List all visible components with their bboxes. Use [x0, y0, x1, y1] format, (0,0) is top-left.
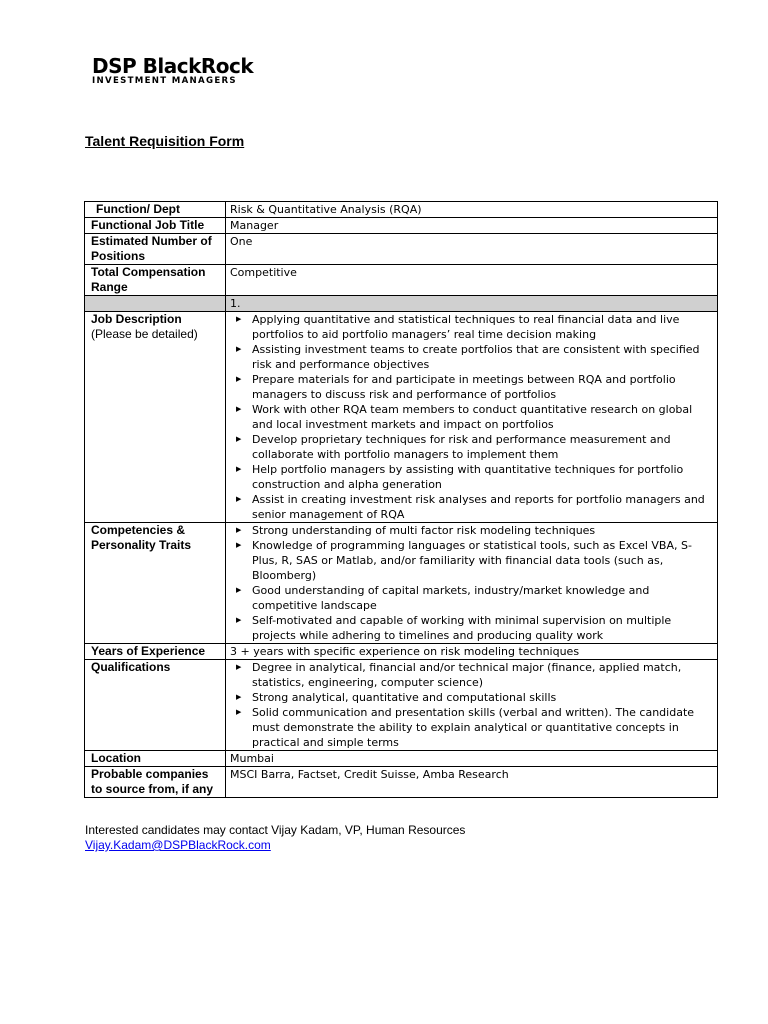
list-item: ▶ Help portfolio managers by assisting with quantitative techniques for portfolio construction and alpha generation — [230, 462, 713, 492]
job-description-note: (Please be detailed) — [91, 327, 198, 341]
logo-tagline: INVESTMENT MANAGERS — [92, 76, 237, 86]
row-positions — [85, 234, 718, 265]
compensation-value: Competitive — [226, 265, 718, 296]
shaded-value: 1. — [226, 296, 718, 312]
list-item: ▶ Prepare materials for and participate in meetings between RQA and portfolio managers to discuss risk and performance of portfolios — [230, 372, 713, 402]
list-item: ▶ Self-motivated and capable of working with minimal supervision on multiple projects while adhering to timelines and producing quality work — [230, 613, 713, 643]
row-competencies — [85, 523, 718, 644]
list-item: ▶ Applying quantitative and statistical techniques to real financial data and live portfolios to aid portfolio managers’ real time decision making — [230, 312, 713, 342]
compensation-label: Total Compensation Range — [85, 265, 226, 296]
qualifications-value — [226, 660, 718, 751]
job-description-label-cell — [85, 312, 226, 523]
contact-email-link[interactable]: Vijay.Kadam@DSPBlackRock.com — [85, 838, 271, 852]
competencies-label: Competencies & Personality Traits — [85, 523, 226, 644]
requisition-table — [84, 201, 718, 798]
row-location — [85, 751, 718, 767]
job-title-value: Manager — [226, 218, 718, 234]
list-item: ▶ Knowledge of programming languages or statistical tools, such as Excel VBA, S-Plus, R, SAS or Matlab, and/or familiarity with financial data tools (such as, Bloomberg) — [230, 538, 713, 583]
location-value: Mumbai — [226, 751, 718, 767]
logo-wordmark: DSP BlackRock — [92, 54, 254, 78]
row-compensation — [85, 265, 718, 296]
function-label: Function/ Dept — [85, 202, 226, 218]
companies-value: MSCI Barra, Factset, Credit Suisse, Amba Research — [226, 767, 718, 798]
list-item: ▶ Degree in analytical, financial and/or technical major (finance, applied match, statistics, engineering, computer science) — [230, 660, 713, 690]
list-item: ▶ Assisting investment teams to create portfolios that are consistent with specified risk and performance objectives — [230, 342, 713, 372]
experience-value: 3 + years with specific experience on risk modeling techniques — [226, 644, 718, 660]
row-job-title — [85, 218, 718, 234]
positions-label: Estimated Number of Positions — [85, 234, 226, 265]
job-title-label: Functional Job Title — [85, 218, 226, 234]
list-item: ▶ Solid communication and presentation skills (verbal and written). The candidate must demonstrate the ability to explain analytical or quantitative concepts in practical and simple terms — [230, 705, 713, 750]
company-logo — [92, 56, 253, 86]
row-function — [85, 202, 718, 218]
positions-value: One — [226, 234, 718, 265]
list-item: ▶ Good understanding of capital markets, industry/market knowledge and competitive landscape — [230, 583, 713, 613]
location-label: Location — [85, 751, 226, 767]
job-description-value — [226, 312, 718, 523]
experience-label: Years of Experience — [85, 644, 226, 660]
job-description-list — [230, 312, 713, 522]
companies-label: Probable companies to source from, if any — [85, 767, 226, 798]
row-qualifications — [85, 660, 718, 751]
row-experience — [85, 644, 718, 660]
list-item: ▶ Strong analytical, quantitative and computational skills — [230, 690, 713, 705]
page-title: Talent Requisition Form — [85, 133, 245, 149]
list-item: ▶ Develop proprietary techniques for risk and performance measurement and collaborate with portfolio managers to implement them — [230, 432, 713, 462]
qualifications-label: Qualifications — [85, 660, 226, 751]
job-description-label: Job Description — [91, 312, 182, 326]
contact-text: Interested candidates may contact Vijay Kadam, VP, Human Resources — [85, 823, 466, 837]
list-item: ▶ Assist in creating investment risk analyses and reports for portfolio managers and senior management of RQA — [230, 492, 713, 522]
contact-block — [85, 823, 465, 853]
row-job-description — [85, 312, 718, 523]
competencies-value — [226, 523, 718, 644]
shaded-label — [85, 296, 226, 312]
row-shaded — [85, 296, 718, 312]
list-item: ▶ Work with other RQA team members to conduct quantitative research on global and local investment markets and impact on portfolios — [230, 402, 713, 432]
competencies-list — [230, 523, 713, 643]
row-companies — [85, 767, 718, 798]
list-item: ▶ Strong understanding of multi factor risk modeling techniques — [230, 523, 713, 538]
qualifications-list — [230, 660, 713, 750]
function-value: Risk & Quantitative Analysis (RQA) — [226, 202, 718, 218]
